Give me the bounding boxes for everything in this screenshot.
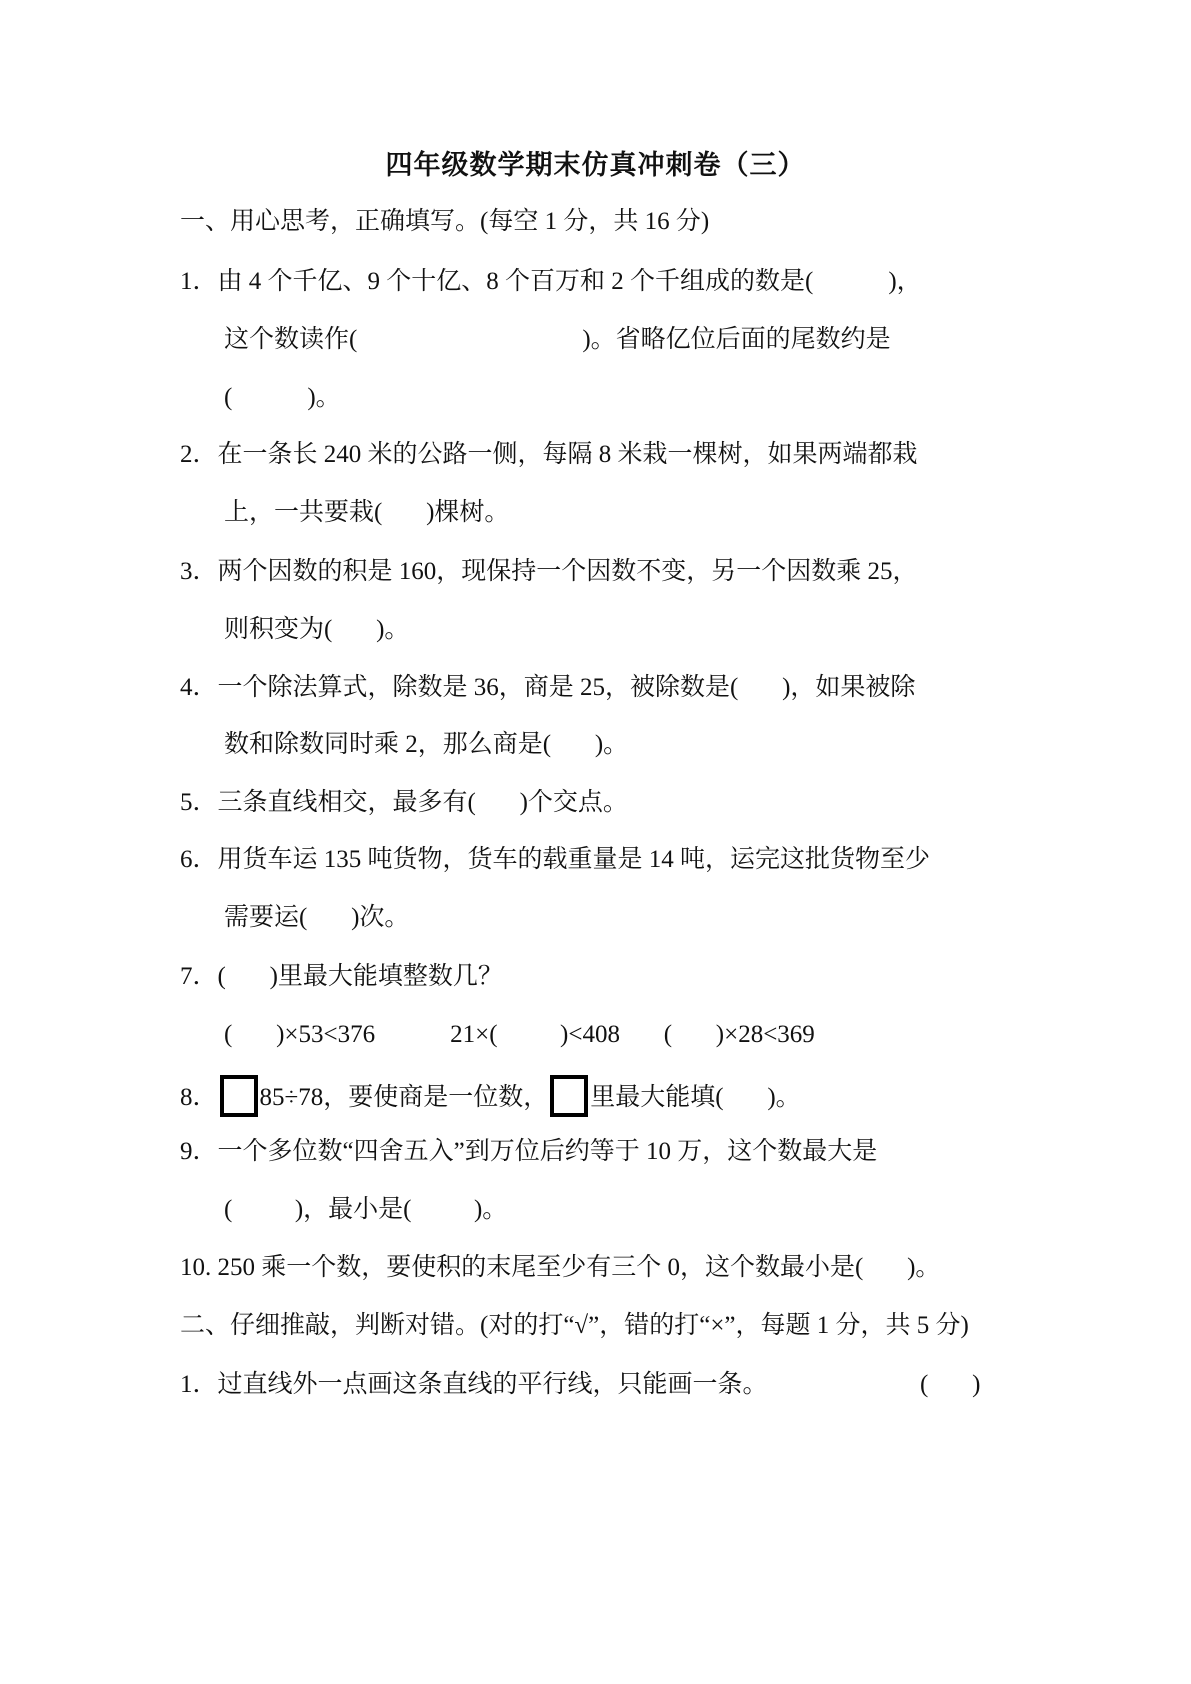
question-text: 85÷78，要使商是一位数， — [259, 1084, 549, 1111]
question-text: 过直线外一点画这条直线的平行线，只能画一条。 — [217, 1371, 768, 1398]
question-6-line-2: 需要运( )次。 — [224, 904, 410, 931]
question-8-line-1 — [180, 1075, 801, 1118]
empty-square-box — [220, 1075, 258, 1117]
question-4-line-1 — [180, 668, 915, 708]
question-number: 8． — [180, 1084, 218, 1111]
page-title: 四年级数学期末仿真冲刺卷（三） — [385, 150, 806, 181]
question-7-line-2: ( )×53<376 21×( )<408 ( )×28<369 — [224, 1021, 815, 1048]
question-text: 一个除法算式，除数是 36，商是 25，被除数是( )，如果被除 — [217, 674, 916, 701]
question-6-line-1 — [180, 840, 930, 880]
question-number: 9． — [180, 1138, 218, 1165]
empty-square-box — [550, 1075, 588, 1117]
question-2-line-1 — [180, 435, 918, 475]
question-text: 两个因数的积是 160，现保持一个因数不变，另一个因数乘 25， — [217, 558, 918, 585]
question-number: 3． — [180, 558, 218, 585]
question-text: 在一条长 240 米的公路一侧，每隔 8 米栽一棵树，如果两端都栽 — [217, 441, 918, 468]
question-number: 6． — [180, 846, 218, 873]
answer-slot: ( ) — [920, 1371, 981, 1398]
section-1-heading: 一、用心思考，正确填写。(每空 1 分，共 16 分) — [180, 208, 710, 235]
question-number: 7． — [180, 963, 218, 990]
question-number: 4． — [180, 674, 218, 701]
question-9-line-2: ( )，最小是( )。 — [224, 1196, 508, 1223]
question-text: 三条直线相交，最多有( )个交点。 — [217, 789, 628, 816]
question-7-line-1 — [180, 957, 503, 997]
question-number: 1． — [180, 1371, 218, 1398]
question-text: 由 4 个千亿、9 个十亿、8 个百万和 2 个千组成的数是( )， — [217, 268, 922, 295]
question-number: 10. — [180, 1254, 212, 1281]
question-1-line-2: 这个数读作( )。省略亿位后面的尾数约是 — [224, 326, 891, 353]
judge-question-1 — [180, 1365, 768, 1405]
question-number: 1． — [180, 268, 218, 295]
question-3-line-1 — [180, 552, 918, 592]
question-4-line-2: 数和除数同时乘 2，那么商是( )。 — [224, 731, 629, 758]
question-9-line-1 — [180, 1132, 877, 1172]
section-2-heading: 二、仔细推敲，判断对错。(对的打“√”，错的打“×”，每题 1 分，共 5 分) — [180, 1312, 969, 1339]
question-text: ( )里最大能填整数几？ — [217, 963, 503, 990]
question-1-line-1 — [180, 262, 922, 302]
question-text: 用货车运 135 吨货物，货车的载重量是 14 吨，运完这批货物至少 — [217, 846, 931, 873]
question-number: 2． — [180, 441, 218, 468]
question-2-line-2: 上，一共要栽( )棵树。 — [224, 499, 510, 526]
question-text: 250 乘一个数，要使积的末尾至少有三个 0，这个数最小是( )。 — [211, 1254, 941, 1281]
question-5-line-1 — [180, 783, 628, 823]
question-1-line-3: ( )。 — [224, 384, 341, 411]
question-number: 5． — [180, 789, 218, 816]
question-text: 一个多位数“四舍五入”到万位后约等于 10 万，这个数最大是 — [217, 1138, 878, 1165]
question-text: 里最大能填( )。 — [590, 1084, 801, 1111]
question-3-line-2: 则积变为( )。 — [224, 616, 410, 643]
question-10-line-1 — [180, 1248, 940, 1288]
